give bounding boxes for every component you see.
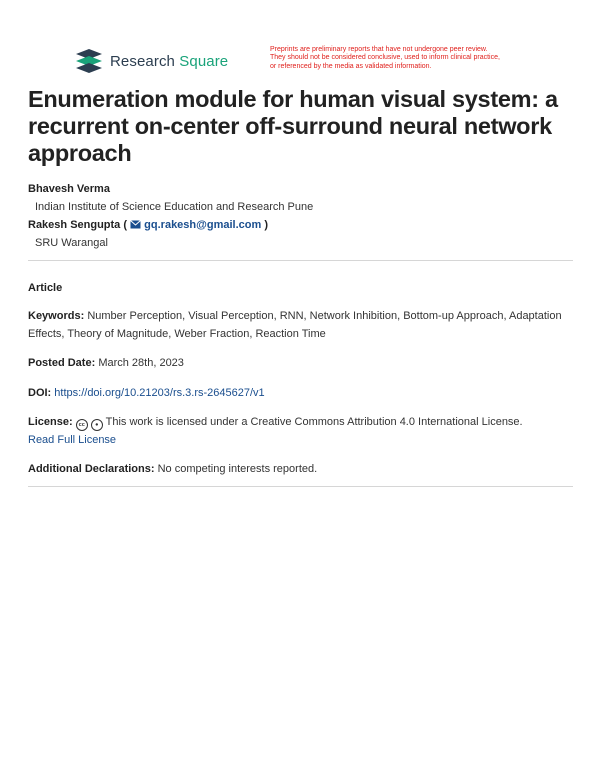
- license-section: [28, 413, 573, 449]
- declarations-label: Additional Declarations:: [28, 463, 155, 475]
- section-divider: [28, 486, 573, 487]
- doi-label: DOI:: [28, 387, 52, 399]
- keywords-section: [28, 307, 573, 343]
- author-list: [28, 180, 313, 252]
- attribution-icon: ●: [91, 419, 103, 431]
- keywords-label: Keywords:: [28, 310, 85, 322]
- page-header: [74, 46, 554, 76]
- brand-word-research: Research: [110, 52, 175, 70]
- creative-commons-icon: cc: [76, 419, 88, 431]
- email-address: gq.rakesh@gmail.com: [144, 219, 262, 231]
- brand-name: [110, 53, 228, 70]
- author-entry: [28, 216, 313, 234]
- posted-date-value: March 28th, 2023: [98, 357, 184, 369]
- notice-line: or referenced by the media as validated information.: [270, 62, 432, 70]
- notice-line: They should not be considered conclusive, used to inform clinical practice,: [270, 54, 500, 62]
- research-square-logo[interactable]: [74, 48, 228, 74]
- paper-title: Enumeration module for human visual system: a recurrent on-center off-surround neural network approach: [28, 86, 558, 166]
- doi-section: [28, 384, 573, 402]
- email-close-paren: ): [264, 219, 269, 231]
- keywords-value: Number Perception, Visual Perception, RNN, Network Inhibition, Bottom-up Approach, Adaptation Effects, Theory of Magnitude, Weber Fraction, Reaction Time: [28, 310, 562, 340]
- envelope-icon: [130, 220, 141, 229]
- notice-line: Preprints are preliminary reports that have not undergone peer review.: [270, 46, 488, 53]
- license-text: This work is licensed under a Creative Commons Attribution 4.0 International License.: [105, 416, 523, 428]
- author-name: Bhavesh Verma: [28, 183, 110, 195]
- preprint-notice: [270, 46, 560, 71]
- read-full-license-link[interactable]: Read Full License: [28, 434, 117, 446]
- author-affiliation: Indian Institute of Science Education and Research Pune: [35, 201, 314, 213]
- doi-link[interactable]: https://doi.org/10.21203/rs.3.rs-2645627/v1: [54, 387, 265, 399]
- brand-word-square: Square: [179, 52, 229, 70]
- author-name: Rakesh Sengupta: [28, 219, 121, 231]
- license-label: License:: [28, 416, 73, 428]
- posted-date: [28, 354, 573, 372]
- declarations-section: [28, 460, 573, 478]
- email-link[interactable]: [130, 219, 264, 231]
- posted-date-label: Posted Date:: [28, 357, 96, 369]
- research-square-logo-icon: [74, 48, 104, 74]
- declarations-value: No competing interests reported.: [157, 463, 318, 475]
- article-type: Article: [28, 282, 63, 294]
- author-affiliation: SRU Warangal: [35, 237, 108, 249]
- email-open-paren: (: [123, 219, 128, 231]
- section-divider: [28, 260, 573, 261]
